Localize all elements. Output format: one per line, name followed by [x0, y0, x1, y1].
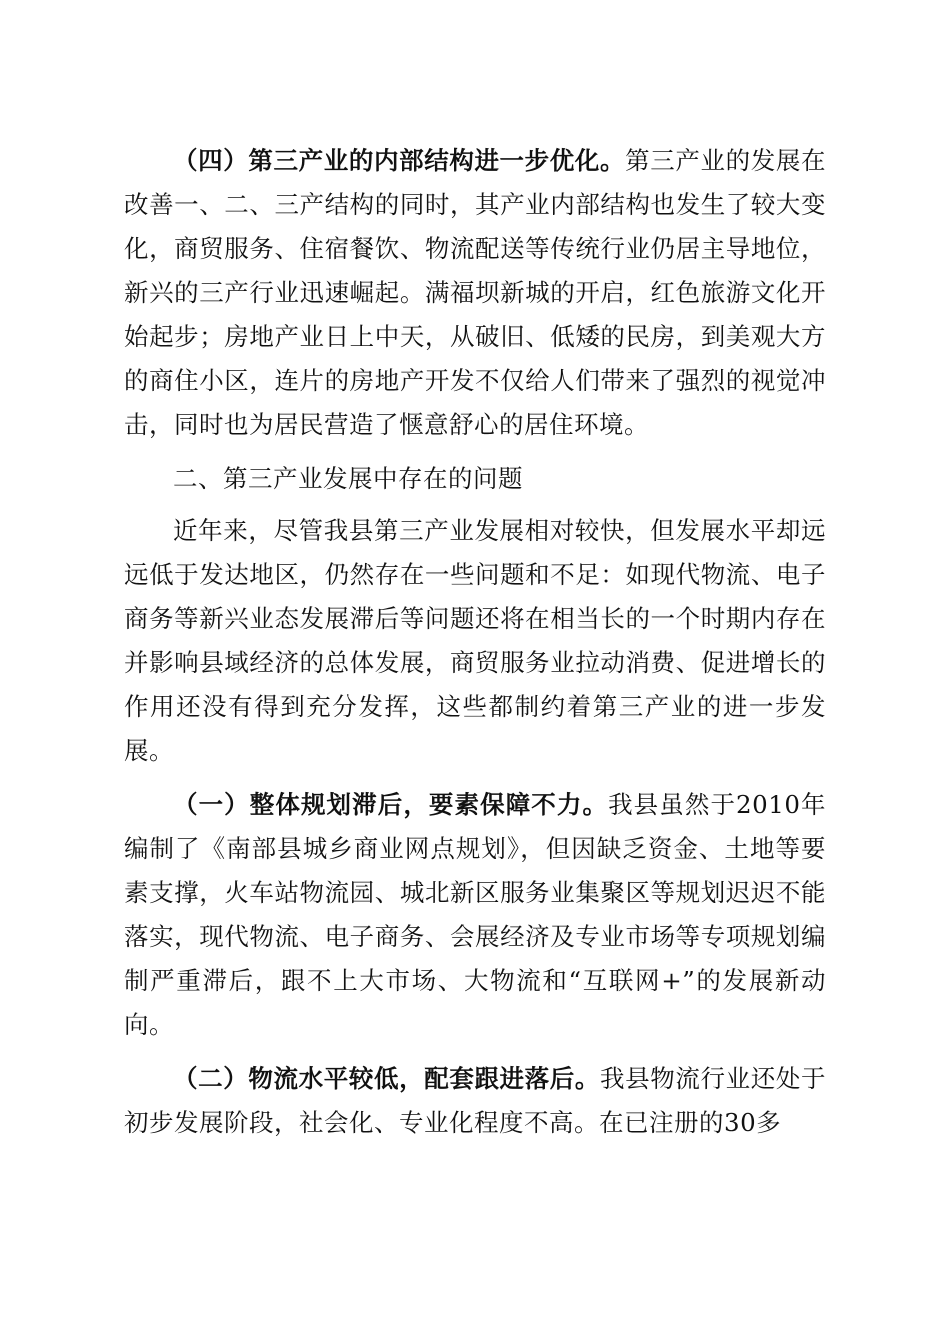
paragraph-body: 我县物流行业还处于初步发展阶段，社会化、专业化程度不高。在已注册的30多 [124, 1064, 827, 1137]
paragraph-lead: （二）物流水平较低，配套跟进落后。 [173, 1064, 601, 1093]
paragraph-planning [124, 783, 826, 1047]
paragraph-lead: （一）整体规划滞后，要素保障不力。 [173, 790, 609, 819]
paragraph-body: 我县虽然于2010年编制了《南部县城乡商业网点规划》，但因缺乏资金、土地等要素支撑，火车站物流园、城北新区服务业集聚区等规划迟迟不能落实，现代物流、电子商务、会展经济及专业市场等专项规划编制严重滞后，跟不上大市场、大物流和“互联网+”的发展新动向。 [124, 790, 827, 1039]
paragraph-intro-problems [124, 509, 826, 773]
paragraph-body: 近年来，尽管我县第三产业发展相对较快，但发展水平却远远低于发达地区，仍然存在一些问题和不足：如现代物流、电子商务等新兴业态发展滞后等问题还将在相当长的一个时期内存在并影响县域经济的总体发展，商贸服务业拉动消费、促进增长的作用还没有得到充分发挥，这些都制约着第三产业的进一步发展。 [124, 516, 826, 765]
paragraph-lead: （四）第三产业的内部结构进一步优化。 [173, 146, 626, 175]
paragraph-tertiary-structure [124, 139, 826, 447]
section-heading [124, 457, 826, 501]
section-heading-text: 二、第三产业发展中存在的问题 [173, 464, 523, 493]
paragraph-logistics [124, 1057, 826, 1145]
paragraph-body: 第三产业的发展在改善一、二、三产结构的同时，其产业内部结构也发生了较大变化，商贸服务、住宿餐饮、物流配送等传统行业仍居主导地位，新兴的三产行业迅速崛起。满福坝新城的开启，红色旅游文化开始起步；房地产业日上中天，从破旧、低矮的民房，到美观大方的商住小区，连片的房地产开发不仅给人们带来了强烈的视觉冲击，同时也为居民营造了惬意舒心的居住环境。 [124, 146, 827, 439]
